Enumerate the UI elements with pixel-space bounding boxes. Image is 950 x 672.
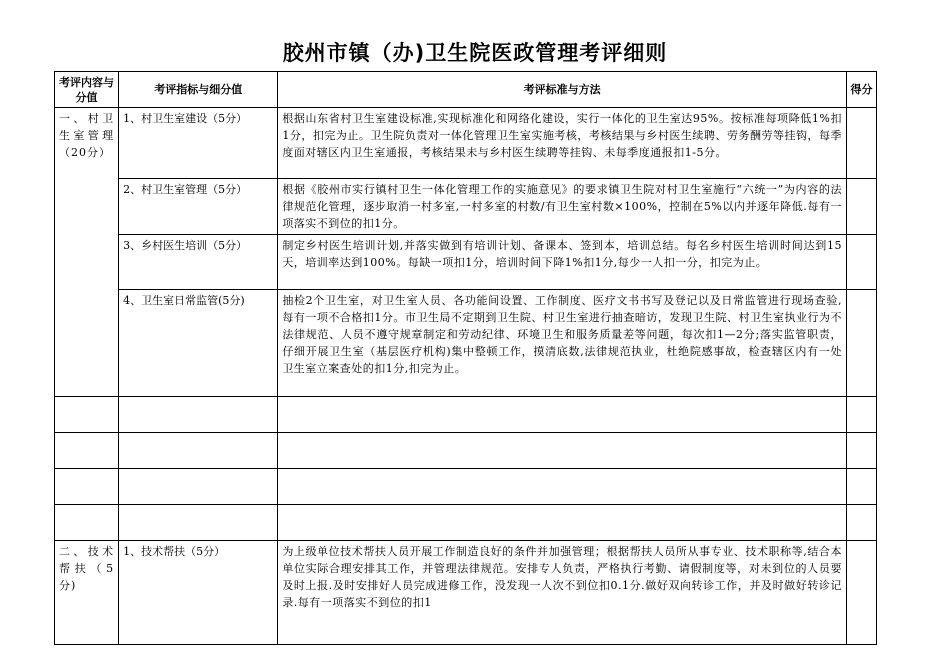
empty-cell	[846, 397, 876, 433]
empty-row	[55, 397, 877, 433]
standard-cell: 为上级单位技术帮扶人员开展工作制造良好的条件并加强管理；根据帮扶人员所从事专业、技术职称等,结合本单位实际合理安排其工作，并管理法律规范。安排专人负责，严格执行考勤、请假制度等，对未到位的人员要及时上报.及时安排好人员完成进修工作，没发现一人次不到位扣0.1分.做好双向转诊工作，并及时做好转诊记录.每有一项落实不到位的扣1	[278, 541, 847, 645]
empty-cell	[278, 397, 847, 433]
indicator-cell: 2、村卫生室管理（5分）	[119, 179, 278, 235]
empty-cell	[278, 469, 847, 505]
score-cell[interactable]	[846, 541, 876, 645]
table-row	[55, 179, 877, 235]
empty-cell	[846, 469, 876, 505]
table-row	[55, 290, 877, 397]
empty-cell	[55, 397, 119, 433]
indicator-cell: 3、乡村医生培训（5分）	[119, 235, 278, 290]
empty-cell	[278, 505, 847, 541]
standard-cell: 抽检2个卫生室，对卫生室人员、各功能间设置、工作制度、医疗文书书写及登记以及日常监管进行现场查验,每有一项不合格扣1分。市卫生局不定期到卫生院、村卫生室进行抽查暗访，发现卫生院、村卫生室执业行为不法律规范、人员不遵守规章制定和劳动纪律、环境卫生和服务质量差等问题，每次扣1—2分;落实监管职责，仔细开展卫生室（基层医疗机构)集中整顿工作，摸清底数,法律规范执业，杜绝院感事故，检查辖区内有一处卫生室立案查处的扣1分,扣完为止。	[278, 290, 847, 397]
empty-cell	[55, 505, 119, 541]
empty-row	[55, 433, 877, 469]
empty-cell	[119, 433, 278, 469]
table-header-row	[55, 72, 877, 108]
standard-cell: 根据《胶州市实行镇村卫生一体化管理工作的实施意见》的要求镇卫生院对村卫生室施行“六统一”为内容的法律规范化管理，逐步取消一村多室,一村多室的村数/有卫生室村数×100%，控制在5%以内并逐年降低.每有一项落实不到位的扣1分。	[278, 179, 847, 235]
empty-cell	[119, 505, 278, 541]
empty-cell	[846, 433, 876, 469]
empty-cell	[119, 469, 278, 505]
score-cell[interactable]	[846, 235, 876, 290]
indicator-cell: 1、村卫生室建设（5分）	[119, 108, 278, 179]
score-cell[interactable]	[846, 290, 876, 397]
document-title: 胶州市镇（办)卫生院医政管理考评细则	[282, 41, 668, 65]
section-name: 一、村卫生室管理（20分）	[55, 108, 119, 397]
standard-cell: 制定乡村医生培训计划,并落实做到有培训计划、备课本、签到本，培训总结。每名乡村医生培训时间达到15天，培训率达到100%。每缺一项扣1分，培训时间下降1%扣1分,每少一人扣一分，扣完为止。	[278, 235, 847, 290]
empty-cell	[846, 505, 876, 541]
standard-cell: 根据山东省村卫生室建设标准,实现标准化和网络化建设，实行一体化的卫生室达95%。按标准每项降低1%扣1分，扣完为止。卫生院负责对一体化管理卫生室实施考核，考核结果与乡村医生续聘、劳务酬劳等挂钩，每季度面对辖区内卫生室通报，考核结果未与乡村医生续聘等挂钩、未每季度通报扣1-5分。	[278, 108, 847, 179]
empty-cell	[278, 433, 847, 469]
score-cell[interactable]	[846, 108, 876, 179]
table-row	[55, 541, 877, 645]
empty-cell	[55, 469, 119, 505]
evaluation-table	[54, 71, 877, 645]
header-content-score: 考评内容与分值	[55, 72, 119, 108]
section-name: 二、技术帮扶（5分)	[55, 541, 119, 645]
header-indicator: 考评指标与细分值	[119, 72, 278, 108]
header-standard: 考评标准与方法	[278, 72, 847, 108]
empty-cell	[55, 433, 119, 469]
empty-row	[55, 505, 877, 541]
indicator-cell: 4、卫生室日常监管(5分)	[119, 290, 278, 397]
empty-row	[55, 469, 877, 505]
empty-cell	[119, 397, 278, 433]
table-row	[55, 235, 877, 290]
header-score: 得分	[846, 72, 876, 108]
table-row	[55, 108, 877, 179]
indicator-cell: 1、技术帮扶（5分）	[119, 541, 278, 645]
score-cell[interactable]	[846, 179, 876, 235]
